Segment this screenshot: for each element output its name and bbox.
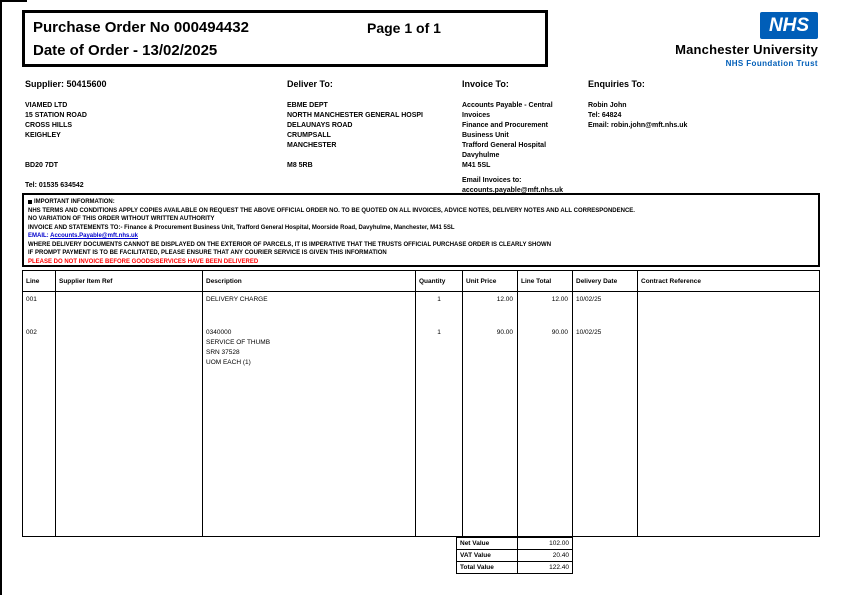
- enquiries-label: Enquiries To:: [588, 79, 645, 89]
- total-value-row: [457, 562, 573, 574]
- accounts-payable-email-link[interactable]: Accounts.Payable@mft.nhs.uk: [50, 233, 138, 239]
- row2-quantity: 1: [437, 329, 441, 336]
- address-line: [287, 151, 423, 161]
- nhs-brand-block: [598, 12, 818, 68]
- deliver-to-label: Deliver To:: [287, 79, 333, 89]
- square-bullet-icon: [28, 200, 32, 204]
- row1-description: [203, 295, 415, 328]
- column-unit-price: [463, 292, 518, 536]
- column-line-total: [518, 292, 573, 536]
- invoice-to-block: [462, 79, 563, 196]
- row1-unit-price: 12.00: [496, 296, 513, 303]
- table-body: [23, 292, 819, 536]
- column-quantity: [416, 292, 463, 536]
- nhs-logo: NHS: [760, 12, 818, 39]
- deliver-to-block: [287, 79, 423, 171]
- vat-value-label: VAT Value: [457, 550, 518, 562]
- important-info-line: WHERE DELIVERY DOCUMENTS CANNOT BE DISPLAYED ON THE EXTERIOR OF PARCELS, IT IS IMPERATIVE THAT THE TRUSTS OFFICIAL PURCHASE ORDER IS CLEARLY SHOWN: [28, 241, 552, 248]
- row1-line-total: 12.00: [551, 296, 568, 303]
- column-header-unit-price: Unit Price: [463, 271, 518, 292]
- description-line: SRN 37528: [206, 349, 240, 356]
- address-line: EBME DEPT: [287, 102, 328, 109]
- invoice-email-address: accounts.payable@mft.nhs.uk: [462, 187, 563, 194]
- address-line: Finance and Procurement: [462, 122, 548, 129]
- important-info-line: IF PROMPT PAYMENT IS TO BE FACILITATED, PLEASE ENSURE THAT ANY COURIER SERVICE IS GIVEN THIS INFORMATION: [28, 250, 387, 256]
- description-line: SERVICE OF THUMB: [206, 339, 271, 346]
- organisation-name: Manchester University: [675, 42, 818, 57]
- net-value-label: Net Value: [457, 538, 518, 550]
- email-prefix: EMAIL:: [28, 233, 49, 239]
- address-line: CROSS HILLS: [25, 122, 73, 129]
- address-line: M41 5SL: [462, 162, 491, 169]
- row1-delivery-date: 10/02/25: [576, 296, 602, 303]
- row2-line-total: 90.00: [551, 329, 568, 336]
- address-line: Tel: 64824: [588, 112, 622, 119]
- address-line: CRUMPSALL: [287, 132, 331, 139]
- column-header-line: Line: [23, 271, 56, 292]
- address-line: BD20 7DT: [25, 162, 59, 169]
- enquiries-block: [588, 79, 687, 131]
- address-line: Accounts Payable - Central: [462, 102, 553, 109]
- row1-contract-ref: [638, 295, 819, 328]
- column-delivery-date: [573, 292, 638, 536]
- column-description: [203, 292, 416, 536]
- po-header-box: [22, 10, 548, 67]
- organisation-subtitle: NHS Foundation Trust: [725, 59, 818, 68]
- supplier-address: [25, 101, 107, 191]
- address-line: DELAUNAYS ROAD: [287, 122, 353, 129]
- page-indicator: Page 1 of 1: [367, 20, 441, 36]
- net-value: 102.00: [518, 538, 573, 550]
- description-line: 0340000: [206, 329, 232, 336]
- row1-quantity: 1: [437, 296, 441, 303]
- row2-description: [203, 328, 415, 368]
- column-supplier-item-ref: [56, 292, 203, 536]
- address-line: Invoices: [462, 112, 491, 119]
- important-info-title-row: [28, 198, 814, 207]
- totals-table: [456, 537, 573, 574]
- enquiries-details: [588, 101, 687, 131]
- important-info-lines-top: [28, 207, 814, 233]
- important-info-lines-bottom: [28, 241, 814, 258]
- address-line: Tel: 01535 634542: [25, 182, 84, 189]
- total-value-label: Total Value: [457, 562, 518, 574]
- address-line: M8 5RB: [287, 162, 313, 169]
- important-info-title: IMPORTANT INFORMATION:: [34, 199, 115, 205]
- important-info-line: NO VARIATION OF THIS ORDER WITHOUT WRITTEN AUTHORITY: [28, 216, 215, 222]
- net-value-row: [457, 538, 573, 550]
- column-line: [23, 292, 56, 536]
- address-line: Robin John: [588, 102, 627, 109]
- row1-item-ref: [56, 295, 202, 328]
- address-line: MANCHESTER: [287, 142, 337, 149]
- address-line: Trafford General Hospital: [462, 142, 547, 149]
- address-line: [25, 141, 107, 151]
- total-value: 122.40: [518, 562, 573, 574]
- address-line: Business Unit: [462, 132, 509, 139]
- page-edge-mark-left: [0, 0, 2, 595]
- invoice-to-label: Invoice To:: [462, 79, 509, 89]
- important-info-line: NHS TERMS AND CONDITIONS APPLY COPIES AVAILABLE ON REQUEST THE ABOVE OFFICIAL ORDER NO. TO BE QUOTED ON ALL INVOICES, ADVICE NOTES, DELIVERY NOTES AND ALL CORRESPONDENCE.: [28, 207, 635, 214]
- column-header-delivery-date: Delivery Date: [573, 271, 638, 292]
- invoice-to-address: [462, 101, 563, 171]
- address-line: 15 STATION ROAD: [25, 112, 87, 119]
- description-line: UOM EACH (1): [206, 359, 251, 366]
- address-line: VIAMED LTD: [25, 102, 68, 109]
- do-not-invoice-warning: PLEASE DO NOT INVOICE BEFORE GOODS/SERVICES HAVE BEEN DELIVERED: [28, 258, 259, 265]
- address-line: [25, 171, 107, 181]
- po-number-title: Purchase Order No 000494432: [33, 19, 249, 36]
- column-header-supplier-item-ref: Supplier Item Ref: [56, 271, 203, 292]
- supplier-label: Supplier: 50415600: [25, 79, 107, 89]
- order-date: Date of Order - 13/02/2025: [33, 42, 218, 59]
- address-line: KEIGHLEY: [25, 132, 61, 139]
- address-line: Davyhulme: [462, 152, 500, 159]
- row1-line-no: 001: [26, 296, 37, 303]
- vat-value: 20.40: [518, 550, 573, 562]
- supplier-block: [25, 79, 107, 191]
- address-line: [25, 151, 107, 161]
- important-information-box: [22, 193, 820, 267]
- email-invoices-label: Email Invoices to:: [462, 177, 522, 184]
- address-line: Email: robin.john@mft.nhs.uk: [588, 122, 688, 129]
- address-line: NORTH MANCHESTER GENERAL HOSPI: [287, 112, 423, 119]
- column-header-contract-reference: Contract Reference: [638, 271, 819, 292]
- row2-unit-price: 90.00: [496, 329, 513, 336]
- column-header-description: Description: [203, 271, 416, 292]
- column-header-quantity: Quantity: [416, 271, 463, 292]
- table-header-row: [23, 271, 819, 292]
- column-contract-reference: [638, 292, 819, 536]
- deliver-to-address: [287, 101, 423, 171]
- important-email-line: [28, 232, 814, 241]
- vat-value-row: [457, 550, 573, 562]
- row2-delivery-date: 10/02/25: [576, 329, 602, 336]
- column-header-line-total: Line Total: [518, 271, 573, 292]
- description-line: DELIVERY CHARGE: [206, 296, 268, 303]
- important-info-line: INVOICE AND STATEMENTS TO:- Finance & Procurement Business Unit, Trafford General Hospital, Moorside Road, Davyhulme, Manchester, M41 5SL: [28, 224, 455, 231]
- page-edge-mark-top: [0, 0, 27, 2]
- row2-line-no: 002: [26, 329, 37, 336]
- line-items-table: [22, 270, 820, 537]
